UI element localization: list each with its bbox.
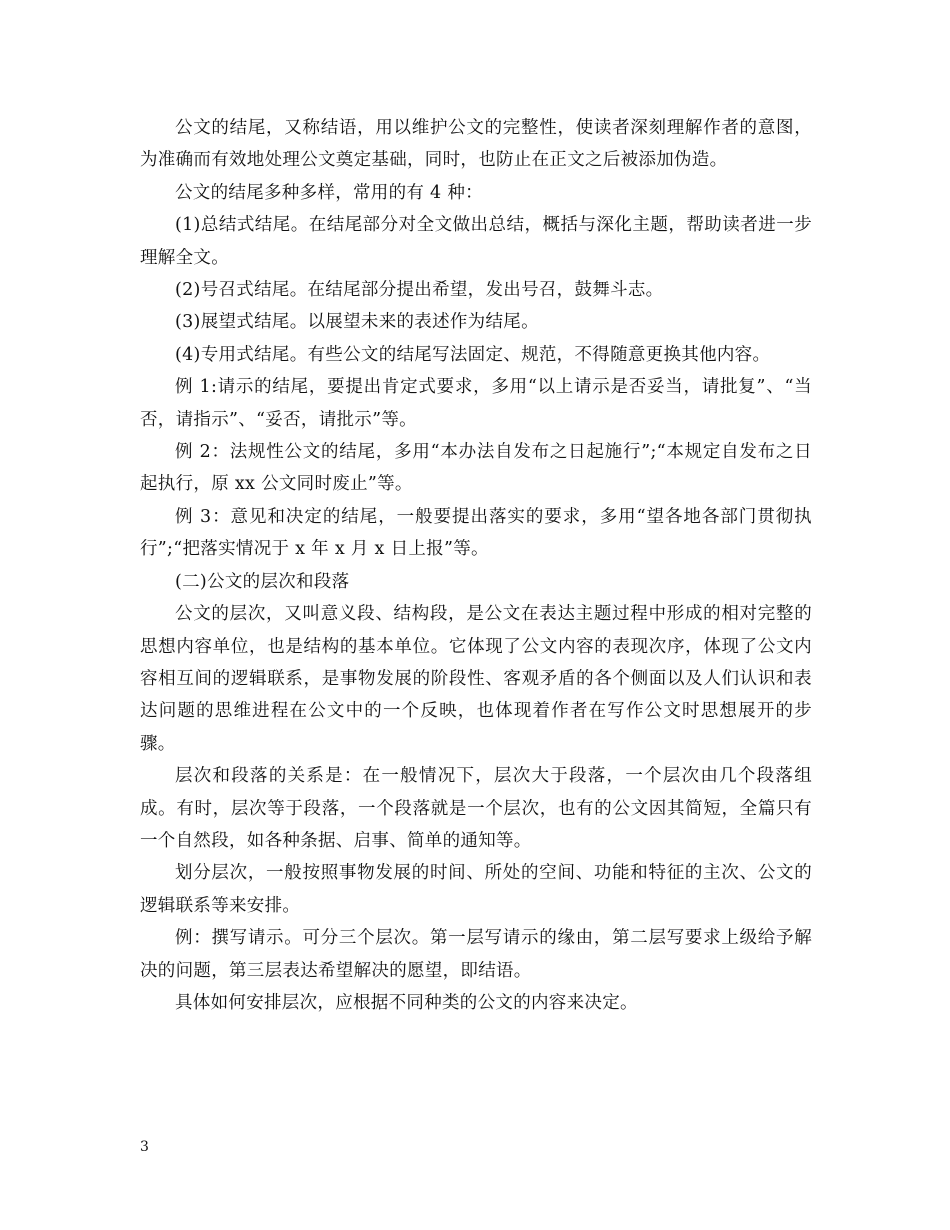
paragraph-example-1: 例 1:请示的结尾，要提出肯定式要求，多用“以上请示是否妥当，请批复”、“当否，请指示”、“妥否，请批示”等。 [140, 377, 812, 430]
paragraph-example-2: 例 2：法规性公文的结尾，多用“本办法自发布之日起施行”;“本规定自发布之日起执行，原 xx 公文同时废止”等。 [140, 442, 812, 495]
paragraph-summary-ending: (1)总结式结尾。在结尾部分对全文做出总结，概括与深化主题，帮助读者进一步理解全文。 [140, 215, 812, 268]
page-number: 3 [140, 1139, 149, 1155]
document-body [140, 112, 812, 1019]
paragraph-call-ending: (2)号召式结尾。在结尾部分提出希望，发出号召，鼓舞斗志。 [175, 280, 664, 301]
paragraph-ending-definition: 公文的结尾，又称结语，用以维护公文的完整性，使读者深刻理解作者的意图，为准确而有效地处理公文奠定基础，同时，也防止在正文之后被添加伪造。 [140, 118, 812, 171]
paragraph-dividing-levels: 划分层次，一般按照事物发展的时间、所处的空间、功能和特征的主次、公文的逻辑联系等来安排。 [140, 863, 812, 916]
paragraph-levels-relationship: 层次和段落的关系是：在一般情况下，层次大于段落，一个层次由几个段落组成。有时，层次等于段落，一个段落就是一个层次，也有的公文因其简短，全篇只有一个自然段，如各种条据、启事、简单的通知等。 [140, 766, 812, 851]
paragraph-levels-definition: 公文的层次，又叫意义段、结构段，是公文在表达主题过程中形成的相对完整的思想内容单位，也是结构的基本单位。它体现了公文内容的表现次序，体现了公文内容相互间的逻辑联系，是事物发展的阶段性、客观矛盾的各个侧面以及人们认识和表达问题的思维进程在公文中的一个反映，也体现着作者在写作公文时思想展开的步骤。 [140, 604, 812, 754]
paragraph-ending-types-intro: 公文的结尾多种多样，常用的有 4 种： [175, 182, 483, 203]
paragraph-levels-example: 例：撰写请示。可分三个层次。第一层写请示的缘由，第二层写要求上级给予解决的问题，第三层表达希望解决的愿望，即结语。 [140, 928, 812, 981]
section-heading-levels-paragraphs: (二)公文的层次和段落 [175, 571, 350, 592]
paragraph-example-3: 例 3：意见和决定的结尾，一般要提出落实的要求，多用“望各地各部门贯彻执行”;“把落实情况于 x 年 x 月 x 日上报”等。 [140, 506, 812, 560]
paragraph-levels-conclusion: 具体如何安排层次，应根据不同种类的公文的内容来决定。 [175, 992, 638, 1013]
paragraph-outlook-ending: (3)展望式结尾。以展望未来的表述作为结尾。 [175, 312, 539, 333]
paragraph-special-ending: (4)专用式结尾。有些公文的结尾写法固定、规范，不得随意更换其他内容。 [175, 344, 771, 365]
